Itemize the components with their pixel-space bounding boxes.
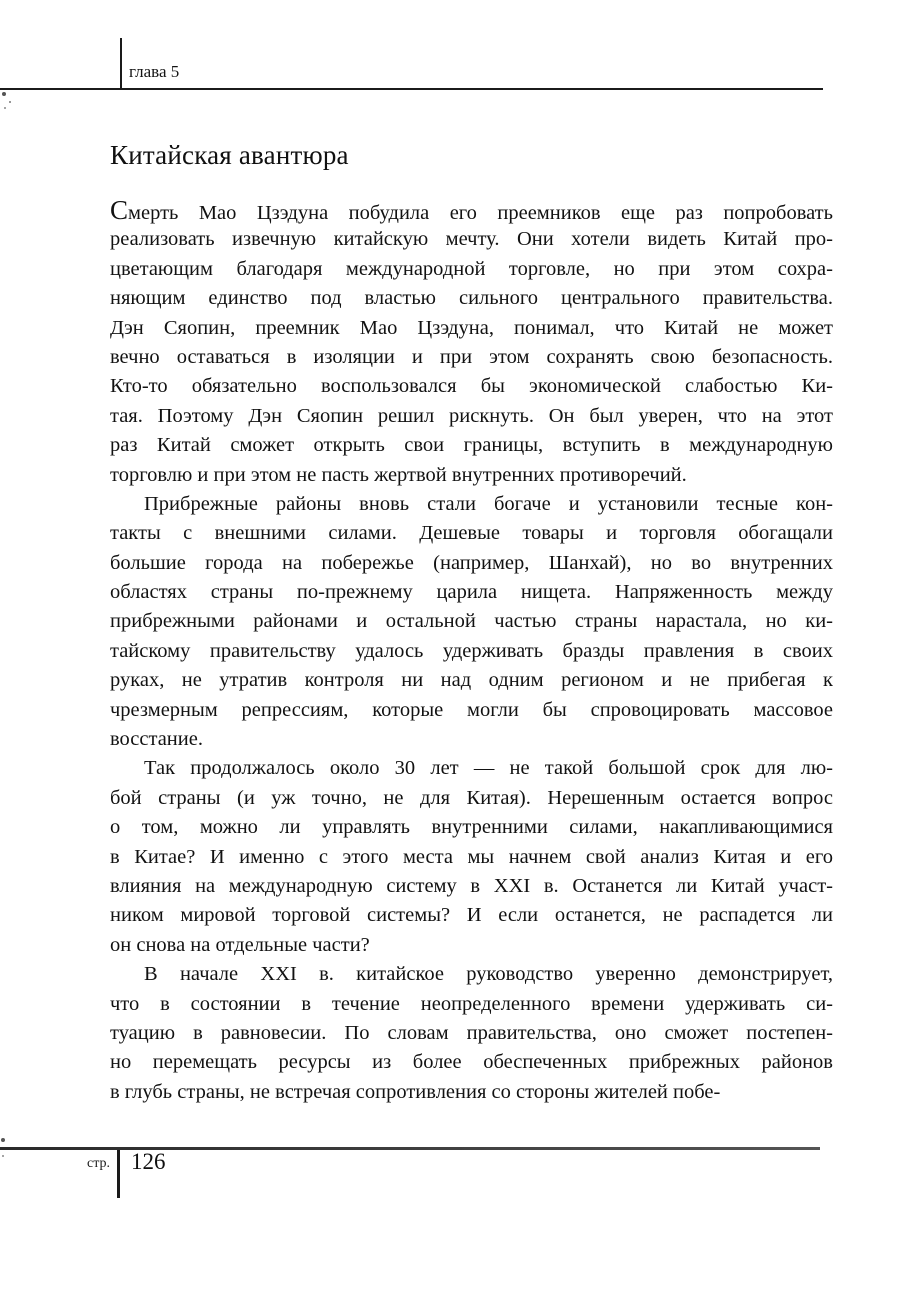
text-line: тайскому правительству удалось удерживать бразды правления в своих xyxy=(110,639,833,662)
text-line: но перемещать ресурсы из более обеспеченных прибрежных районов xyxy=(110,1051,833,1074)
text-line: он снова на отдельные части? xyxy=(110,933,370,956)
text-line: Дэн Сяопин, преемник Мао Цзэдуна, понимал, что Китай не может xyxy=(110,316,833,339)
text-line: Так продолжалось около 30 лет — не такой большой срок для лю- xyxy=(144,757,833,780)
text-line: руках, не утратив контроля ни над одним регионом и не прибегая к xyxy=(110,669,833,692)
scan-artifact xyxy=(2,92,6,96)
text-line: ником мировой торговой системы? И если останется, не распадется ли xyxy=(110,904,833,927)
text-line: Прибрежные районы вновь стали богаче и установили тесные кон- xyxy=(144,492,833,515)
text-line: няющим единство под властью сильного центрального правительства. xyxy=(110,287,833,310)
footer-horizontal-rule xyxy=(0,1147,820,1150)
footer-vertical-rule xyxy=(117,1150,120,1198)
text-line: влияния на международную систему в XXI в. Останется ли Китай участ- xyxy=(110,874,833,897)
text-line: такты с внешними силами. Дешевые товары и торговля обогащали xyxy=(110,522,833,545)
chapter-label: глава 5 xyxy=(129,62,180,81)
text-line: Кто-то обязательно воспользовался бы экономической слабостью Ки- xyxy=(110,375,833,398)
text-line: о том, можно ли управлять внутренними силами, накапливающимися xyxy=(110,816,833,839)
scan-artifact xyxy=(1,1138,5,1142)
header-vertical-rule xyxy=(120,38,122,90)
text-line: чрезмерным репрессиям, которые могли бы спровоцировать массовое xyxy=(110,698,833,721)
text-line: вечно оставаться в изоляции и при этом сохранять свою безопасность. xyxy=(110,345,833,368)
text-line: раз Китай сможет открыть свои границы, вступить в международную xyxy=(110,434,833,457)
text-line: торговлю и при этом не пасть жертвой внутренних противоречий. xyxy=(110,463,687,486)
page-number: 126 xyxy=(131,1149,166,1174)
text-line: Смерть Мао Цзэдуна побудила его преемников еще раз попробовать xyxy=(110,195,833,225)
text-line: в Китае? И именно с этого места мы начнем свой анализ Китая и его xyxy=(110,845,833,868)
page-title: Китайская авантюра xyxy=(110,140,349,170)
body-text xyxy=(110,196,833,1107)
header-horizontal-rule xyxy=(0,88,823,90)
page-label: стр. xyxy=(86,1156,110,1171)
text-line: прибрежными районами и остальной частью страны нарастала, но ки- xyxy=(110,610,833,633)
lead-capital: С xyxy=(110,195,129,225)
text-line: В начале XXI в. китайское руководство уверенно демонстрирует, xyxy=(144,963,833,986)
text-line: в глубь страны, не встречая сопротивления со стороны жителей побе- xyxy=(110,1080,721,1103)
text-line: туацию в равновесии. По словам правительства, оно сможет постепен- xyxy=(110,1021,833,1044)
text-line: реализовать извечную китайскую мечту. Они хотели видеть Китай про- xyxy=(110,228,833,251)
text-line: бой страны (и уж точно, не для Китая). Нерешенным остается вопрос xyxy=(110,786,833,809)
text-line: тая. Поэтому Дэн Сяопин решил рискнуть. Он был уверен, что на этот xyxy=(110,404,833,427)
text-line: большие города на побережье (например, Шанхай), но во внутренних xyxy=(110,551,833,574)
text-line: восстание. xyxy=(110,728,203,751)
text-line: что в состоянии в течение неопределенного времени удерживать си- xyxy=(110,992,833,1015)
text-line: цветающим благодаря международной торговле, но при этом сохра- xyxy=(110,257,833,280)
text-line: областях страны по-прежнему царила нищета. Напряженность между xyxy=(110,581,833,604)
